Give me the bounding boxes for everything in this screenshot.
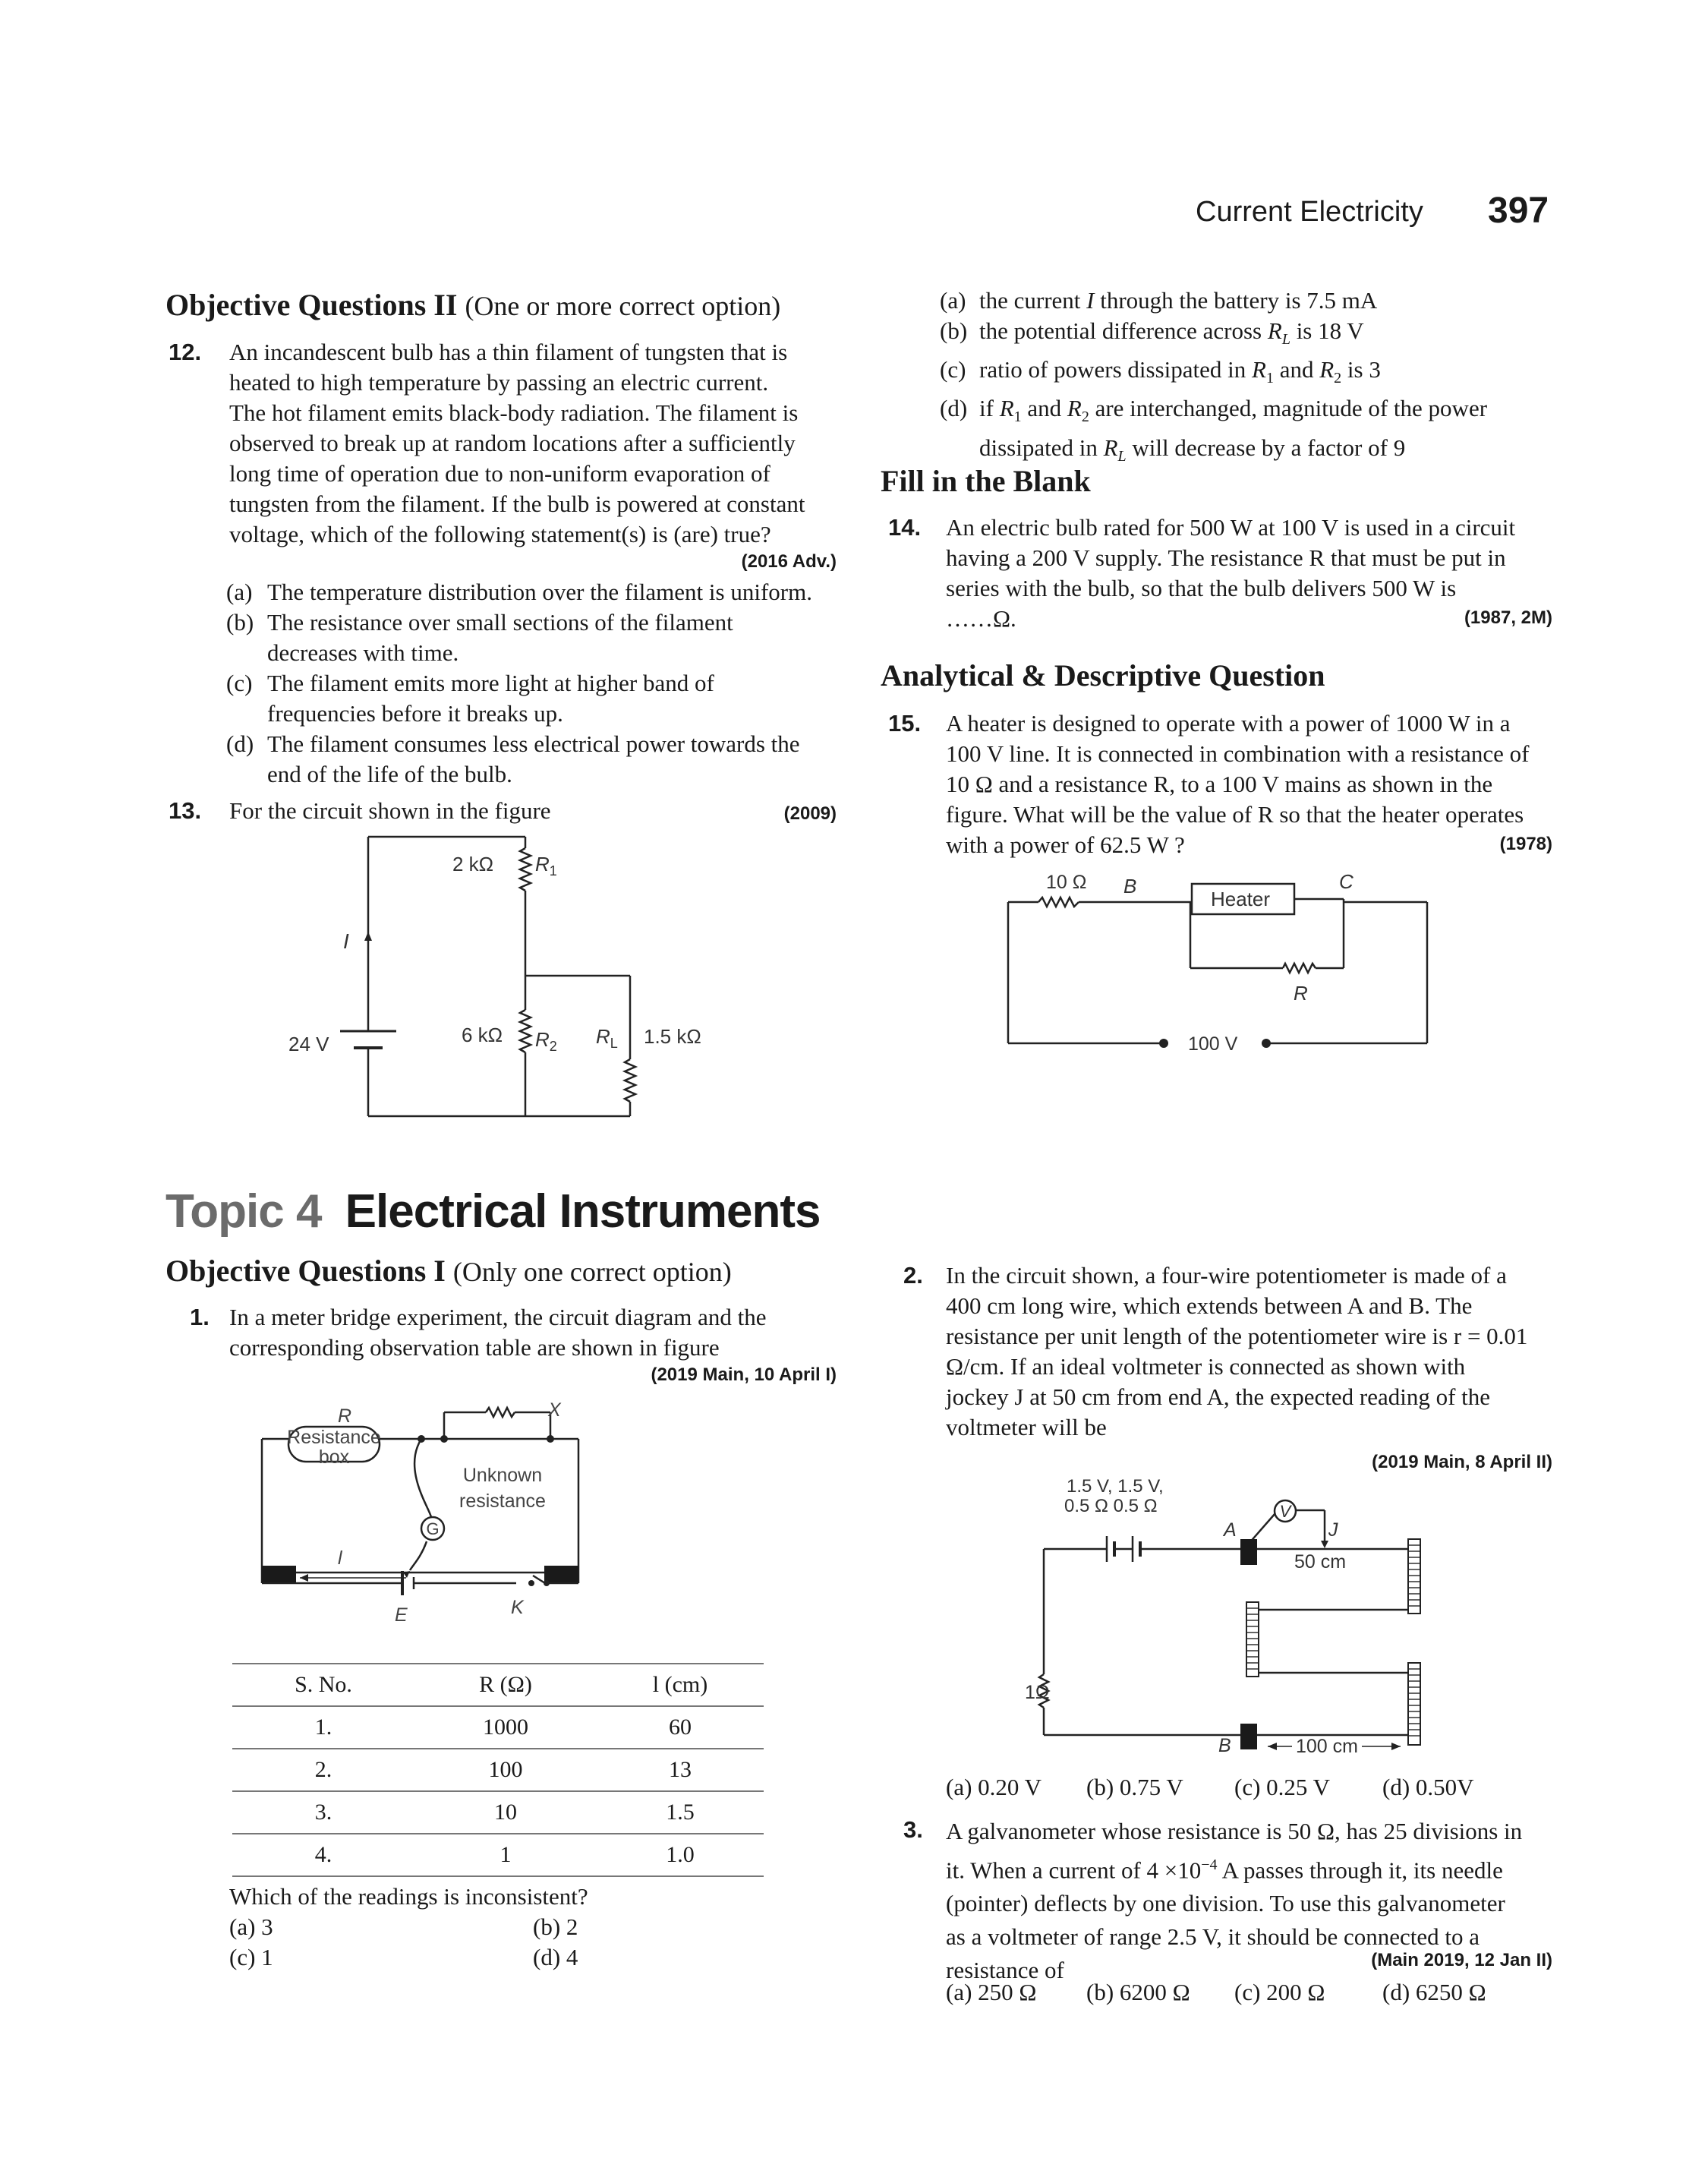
b-label: B	[1218, 1735, 1231, 1756]
page-number-wrap	[1488, 190, 1549, 232]
topic-prefix: Topic 4	[165, 1185, 322, 1238]
r1-value: 2 kΩ	[452, 853, 494, 875]
question-number: 13.	[169, 797, 202, 824]
source-tag: (2016 Adv.)	[741, 551, 837, 572]
question-15-text: A heater is designed to operate with a power of 1000 W in a 100 V line. It is connected in combination with a resistance of 10 Ω and a resistance R, to a 100 V mains as shown in the figure. What will be the value of R so that the heater operates with a power of 62.5 W ?	[946, 710, 1530, 858]
resistor-label: 1Ω	[1025, 1682, 1050, 1703]
e-label: E	[395, 1604, 408, 1626]
question-2-options: (a) 0.20 V (b) 0.75 V (c) 0.25 V (d) 0.50V	[946, 1774, 1474, 1800]
terminal-strip	[1246, 1602, 1259, 1677]
potentiometer-diagram	[1025, 1469, 1450, 1758]
question-2-text: In the circuit shown, a four-wire potentiometer is made of a 400 cm long wire, which extends between A and B. The resistance per unit length of the potentiometer wire is r = 0.01 Ω/cm. If an ideal voltmeter is connected as shown with jockey J at 50 cm from end A, the expected reading of the voltmeter will be	[946, 1262, 1528, 1440]
cells-label: 1.5 V, 1.5 V,	[1067, 1476, 1164, 1497]
jockey-arrow-icon	[1321, 1541, 1328, 1548]
question-1-text: In a meter bridge experiment, the circuit diagram and the corresponding observation table are shown in figure	[229, 1304, 767, 1361]
arrow-icon	[1268, 1743, 1277, 1750]
source-tag: (1978)	[1499, 834, 1552, 854]
table-header-row: S. No. R (Ω) l (cm)	[232, 1664, 764, 1706]
galvanometer-icon: G	[426, 1519, 440, 1538]
jockey-distance-label: 50 cm	[1294, 1551, 1347, 1573]
running-header	[1196, 196, 1423, 229]
source-tag: (2019 Main, 8 April II)	[1372, 1452, 1552, 1472]
section-title-analytical: Analytical & Descriptive Question	[881, 658, 1325, 692]
q15-circuit-diagram	[1002, 866, 1435, 1055]
arrow-icon	[1391, 1743, 1401, 1750]
point-b-label: B	[1123, 875, 1137, 897]
current-label: I	[343, 929, 349, 953]
source-tag: (2019 Main, 10 April I)	[651, 1364, 837, 1385]
supply-label: 100 V	[1188, 1033, 1238, 1055]
resistance-box-label: box	[318, 1446, 350, 1468]
r-label: R	[1294, 982, 1308, 1005]
section-title-fill-blank: Fill in the Blank	[881, 464, 1091, 498]
question-number: 3.	[903, 1816, 923, 1843]
arrow-icon	[300, 1574, 308, 1582]
question-number: 2.	[903, 1262, 923, 1289]
q13-circuit-diagram	[273, 831, 701, 1124]
question-number: 1.	[190, 1304, 210, 1330]
point-c-label: C	[1339, 870, 1353, 893]
heater-label: Heater	[1211, 888, 1271, 910]
question-13-options: (a) the current I through the battery is 7.5 mA (b) the potential difference across $R_L$ is 18 V (c) ratio of powers dissipated in $R_1$ and $R_2$ is 3 (d) if $R_1$ and $R_2$ are interchanged, magnitude of the power dissipated in $R_L$ will decrease by a factor of 9	[940, 287, 1488, 465]
source-tag: (Main 2019, 12 Jan II)	[1371, 1950, 1552, 1970]
topic-title: Electrical Instruments	[345, 1185, 821, 1238]
end-block	[262, 1566, 296, 1582]
resistor-label: 10 Ω	[1046, 872, 1087, 893]
question-number: 15.	[888, 710, 922, 737]
terminal-strip	[1408, 1539, 1420, 1614]
question-1-options: (a) 3 (b) 2 (c) 1 (d) 4	[229, 1913, 578, 1970]
question-3-text: A galvanometer whose resistance is 50 Ω, has 25 divisions in it. When a current of $4 \times 10^{-4}$ A passes through it, its needle (pointer) deflects by one division. To use this galvanometer as a voltmeter of range 2.5 V, it should be connected to a resistance of	[946, 1818, 1523, 1984]
a-label: A	[1224, 1519, 1237, 1541]
chapter-title: Current Electricity	[1196, 196, 1423, 228]
source-tag: (2009)	[783, 803, 837, 824]
section-subtitle: (Only one correct option)	[452, 1257, 732, 1287]
table-row: 2. 100 13	[232, 1749, 764, 1791]
voltmeter-icon: V	[1279, 1502, 1291, 1521]
battery-label: 24 V	[288, 1033, 329, 1055]
meter-bridge-diagram	[258, 1393, 592, 1636]
r2-value: 6 kΩ	[462, 1024, 503, 1046]
question-number: 12.	[169, 339, 202, 365]
section-title-obj-i: Objective Questions I (Only one correct option)	[165, 1254, 732, 1288]
question-12-options: (a) The temperature distribution over the filament is uniform. (b) The resistance over small sections of the filament decreases with time. (c) The filament emits more light at higher band of frequencies before it breaks up. (d) The filament consumes less electrical power towards the end of the life of the bulb.	[226, 579, 812, 787]
end-block	[1240, 1539, 1257, 1565]
x-label: X	[548, 1399, 561, 1421]
section-title-obj-ii: Objective Questions II (One or more correct option)	[165, 288, 781, 322]
page-number: 397	[1488, 191, 1549, 231]
table-row: 3. 10 1.5	[232, 1791, 764, 1834]
observation-table	[232, 1663, 764, 1877]
resistance-box-label: Resistance	[287, 1427, 381, 1448]
r1-label: $R_1$	[535, 853, 557, 879]
end-block	[544, 1566, 578, 1582]
terminal-icon	[1159, 1039, 1168, 1048]
question-14-text: An electric bulb rated for 500 W at 100 V is used in a circuit having a 200 V supply. The resistance R that must be put in series with the bulb, so that the bulb delivers 500 W is ……Ω.	[946, 514, 1516, 632]
question-number: 14.	[888, 514, 922, 541]
terminal-icon	[1262, 1039, 1271, 1048]
table-row: 1. 1000 60	[232, 1706, 764, 1749]
section-subtitle: (One or more correct option)	[465, 291, 781, 321]
question-13-text: For the circuit shown in the figure	[229, 797, 551, 824]
question-1-prompt: Which of the readings is inconsistent?	[229, 1883, 588, 1910]
current-arrow-icon	[364, 932, 372, 941]
unknown-label: resistance	[459, 1491, 546, 1512]
source-tag: (1987, 2M)	[1464, 607, 1552, 628]
k-label: K	[511, 1597, 524, 1618]
table-row: 4. 1 1.0	[232, 1834, 764, 1876]
rl-value: 1.5 kΩ	[644, 1025, 701, 1048]
j-label: J	[1328, 1519, 1338, 1541]
l-label: l	[338, 1547, 342, 1569]
topic-heading	[165, 1185, 820, 1238]
cells-label: 0.5 Ω 0.5 Ω	[1064, 1496, 1158, 1516]
r2-label: $R_2$	[535, 1028, 557, 1054]
length-label: 100 cm	[1296, 1736, 1358, 1757]
end-block	[1240, 1724, 1257, 1749]
question-3-options: (a) 250 Ω (b) 6200 Ω (c) 200 Ω (d) 6250 Ω	[946, 1979, 1486, 2005]
rl-label: $R_L$	[596, 1025, 618, 1051]
unknown-label: Unknown	[462, 1465, 543, 1486]
r-label: R	[338, 1405, 352, 1427]
question-12-text: An incandescent bulb has a thin filament of tungsten that is heated to high temperature by passing an electric current. The hot filament emits black-body radiation. The filament is observed to break up at random locations after a sufficiently long time of operation due to non-uniform evaporation of tungsten from the filament. If the bulb is powered at constant voltage, which of the following statement(s) is (are) true?	[229, 339, 805, 547]
